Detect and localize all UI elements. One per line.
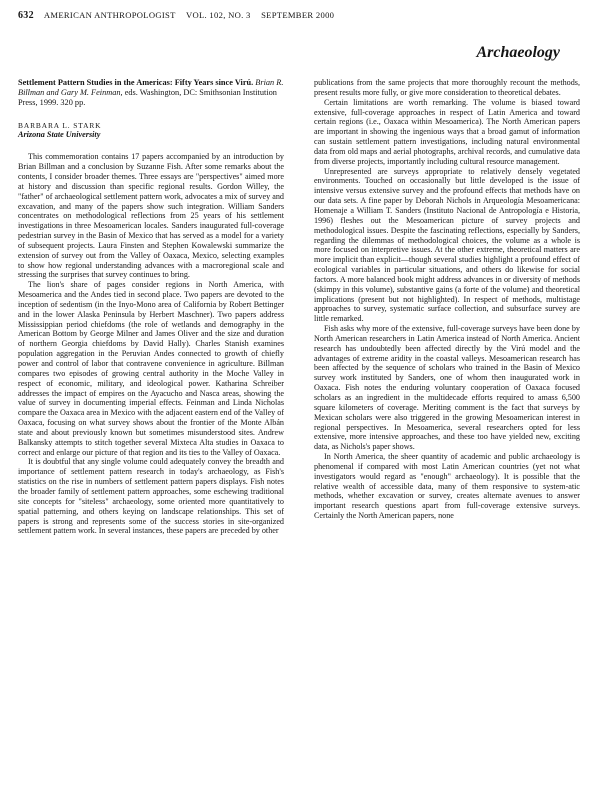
book-citation [18, 78, 284, 109]
volume-info: VOL. 102, NO. 3 [185, 10, 251, 20]
page-number: 632 [18, 10, 34, 21]
issue-date: SEPTEMBER 2000 [261, 10, 335, 20]
right-column [314, 78, 580, 521]
body-paragraph: publications from the same projects that more thoroughly recount the methods, present results more fully, or give more consideration to theoretical debates. [314, 78, 580, 97]
body-paragraph: The lion's share of pages consider regions in North America, with Mesoamerica and the Andes tied in second place. Two papers are devoted to the inception of sedentism (in the Inyo-Mono area of California by Robert Bettinger and in the lower Alaska Peninsula by Herbert Maschner). Two papers address Mississippian period chiefdoms (the role of wetlands and demography in the American Bottom by George Milner and James Oliver and the size and duration of northern Georgia chiefdoms by David Hally). Charles Stanish examines population aggregation in the Peruvian Andes connected to growth of chiefly power and control of labor that contravene convenience in agriculture. Billman compares two episodes of growing central authority in the Moche Valley in respect of economic, military, and ideological power. Katharina Schreiber addresses the impact of empires on the Ayacucho and Nasca areas, showing the value of survey in documenting imperial effects. Feinman and Linda Nicholas compare the Oaxaca area in Mexico with the adjacent eastern end of the Valley of Oaxaca, focusing on what survey shows about the frontier of the Monte Albán state and about previously known but sometimes misunderstood sites. Andrew Balkansky attempts to stitch together several Mixteca Alta studies in Oaxaca to correct and enlarge our picture of that region and its ties to the Valley of Oaxaca. [18, 280, 284, 457]
reviewer-affiliation: Arizona State University [18, 130, 101, 140]
running-head [18, 10, 578, 21]
journal-name: AMERICAN ANTHROPOLOGIST [43, 10, 176, 20]
book-title: Settlement Pattern Studies in the Americas: Fifty Years since Virú. [18, 78, 254, 87]
reviewer-name: BARBARA L. STARK [18, 120, 102, 130]
body-paragraph: Certain limitations are worth remarking. The volume is biased toward extensive, full-coverage approaches in respect of Latin America and toward certain regions (i.e., Oaxaca within Mesoamerica). The North American papers are important in showing the ingenious ways that a broad gamut of information can sustain settlement pattern investigations, including natural environmental data from old maps and aerial photographs, archival records, and cumulative data from diverse projects, importantly including cultural resource management. [314, 97, 580, 166]
body-paragraph: In North America, the sheer quantity of academic and public archaeology is phenomenal if compared with most Latin American countries (yet not what investigators would regard as "enough" archaeology). It is possible that the relative wealth of accessible data, many of them responsive to system-atic methods, whether excavation or survey, creates alternate avenues to answer important research questions apart from full-coverage extensive surveys. Certainly the North American papers, none [314, 452, 580, 521]
body-paragraph: This commemoration contains 17 papers accompanied by an introduction by Brian Billman and a conclusion by Suzanne Fish. After some remarks about the contents, I consider broader themes. Three essays are "perspectives" aimed more at history and discussion than specific regional results. Gordon Willey, the "father" of archaeological settlement pattern work, advocates a mix of survey and excavation, and many of the papers show such integration. William Sanders concentrates on methodological reflections from 25 years of his settlement investigations in three Mesoamerican locales. Sanders inaugurated full-coverage pedestrian survey in the Basin of Mexico that has served as a model for a variety of subsequent projects. Laura Finsten and Stephen Kowalewski summarize the extension of survey out from the Valley of Oaxaca, Mexico, selecting examples to show how regional understanding advances with a macroregional scale and stressing the surprises that survey continues to bring. [18, 152, 284, 280]
book-editors: Brian R. Billman and Gary M. Feinman, [18, 78, 284, 98]
body-paragraph: Unrepresented are surveys appropriate to relatively densely vegetated environments. Touched on occasionally but little developed is the issue of intensive versus extensive survey and the profound effects that methods have on our data sets. A fine paper by Deborah Nichols in Arqueología Mesoamericana: Homenaje a William T. Sanders (Instituto Nacional de Antropología e Historia, 1996) fleshes out the Mesoamerican picture of survey projects and methodological issues. Despite the fascinating reflections, especially by Sanders, regarding the dilemmas of methodological choices, the volume as a whole is more focused on interpretive issues. At the other extreme, theoretical matters are more implicit than explicit—though several studies highlight a profound effect of ecological variables in particular situations, and others do likewise for social factors. A more balanced book might address advances in or diversity of methods (skimpy in this volume), substantive gains (a forte of the volume) and theoretical implications (present but not highlighted). In respect of methods, multistage approaches to survey, systematic surface collection, and subsurface survey are little remarked. [314, 166, 580, 324]
publication-info: eds. Washington, DC: Smithsonian Institution Press, 1999. 320 pp. [18, 88, 277, 108]
section-title: Archaeology [476, 44, 560, 61]
body-paragraph: Fish asks why more of the extensive, full-coverage surveys have been done by North American researchers in Latin America instead of North America. Ancient research has undoubtedly been affected directly by the Virú model and the advantages of extreme aridity in the coastal valleys. Mesoamerican research has been affected by the sequence of scholars who trained in the Basin of Mexico survey work instituted by Sanders, one of whom then inaugurated work in Oaxaca. Fish notes the enduring voluntary cooperation of Oaxaca focused scholars as an ingredient in the multidecade efforts required to amass 6,500 square kilometers of coverage. Meriting comment is the fact that surveys by Mexican scholars were also triggered in the growing Mesoamerican interest in regional perspectives. In Mesoamerica, several researchers opted for less extensive, more intensive approaches, and these too have yielded new, exciting data, as Nichols's paper shows. [314, 324, 580, 452]
body-paragraph: It is doubtful that any single volume could adequately convey the breadth and importance of settlement pattern research in today's archaeology, as Fish's statistics on the rise in numbers of settlement pattern papers displays. Fish notes the broader family of settlement pattern approaches, some eschewing traditional site concepts for "siteless" archaeology, some oriented more quantitatively to spatial patterning, and others keying on landscape relationships. This set of papers is strong and represents some of the success stories in site-organized settlement pattern work. In several instances, these papers are preceded by other [18, 457, 284, 536]
left-column [18, 78, 284, 536]
